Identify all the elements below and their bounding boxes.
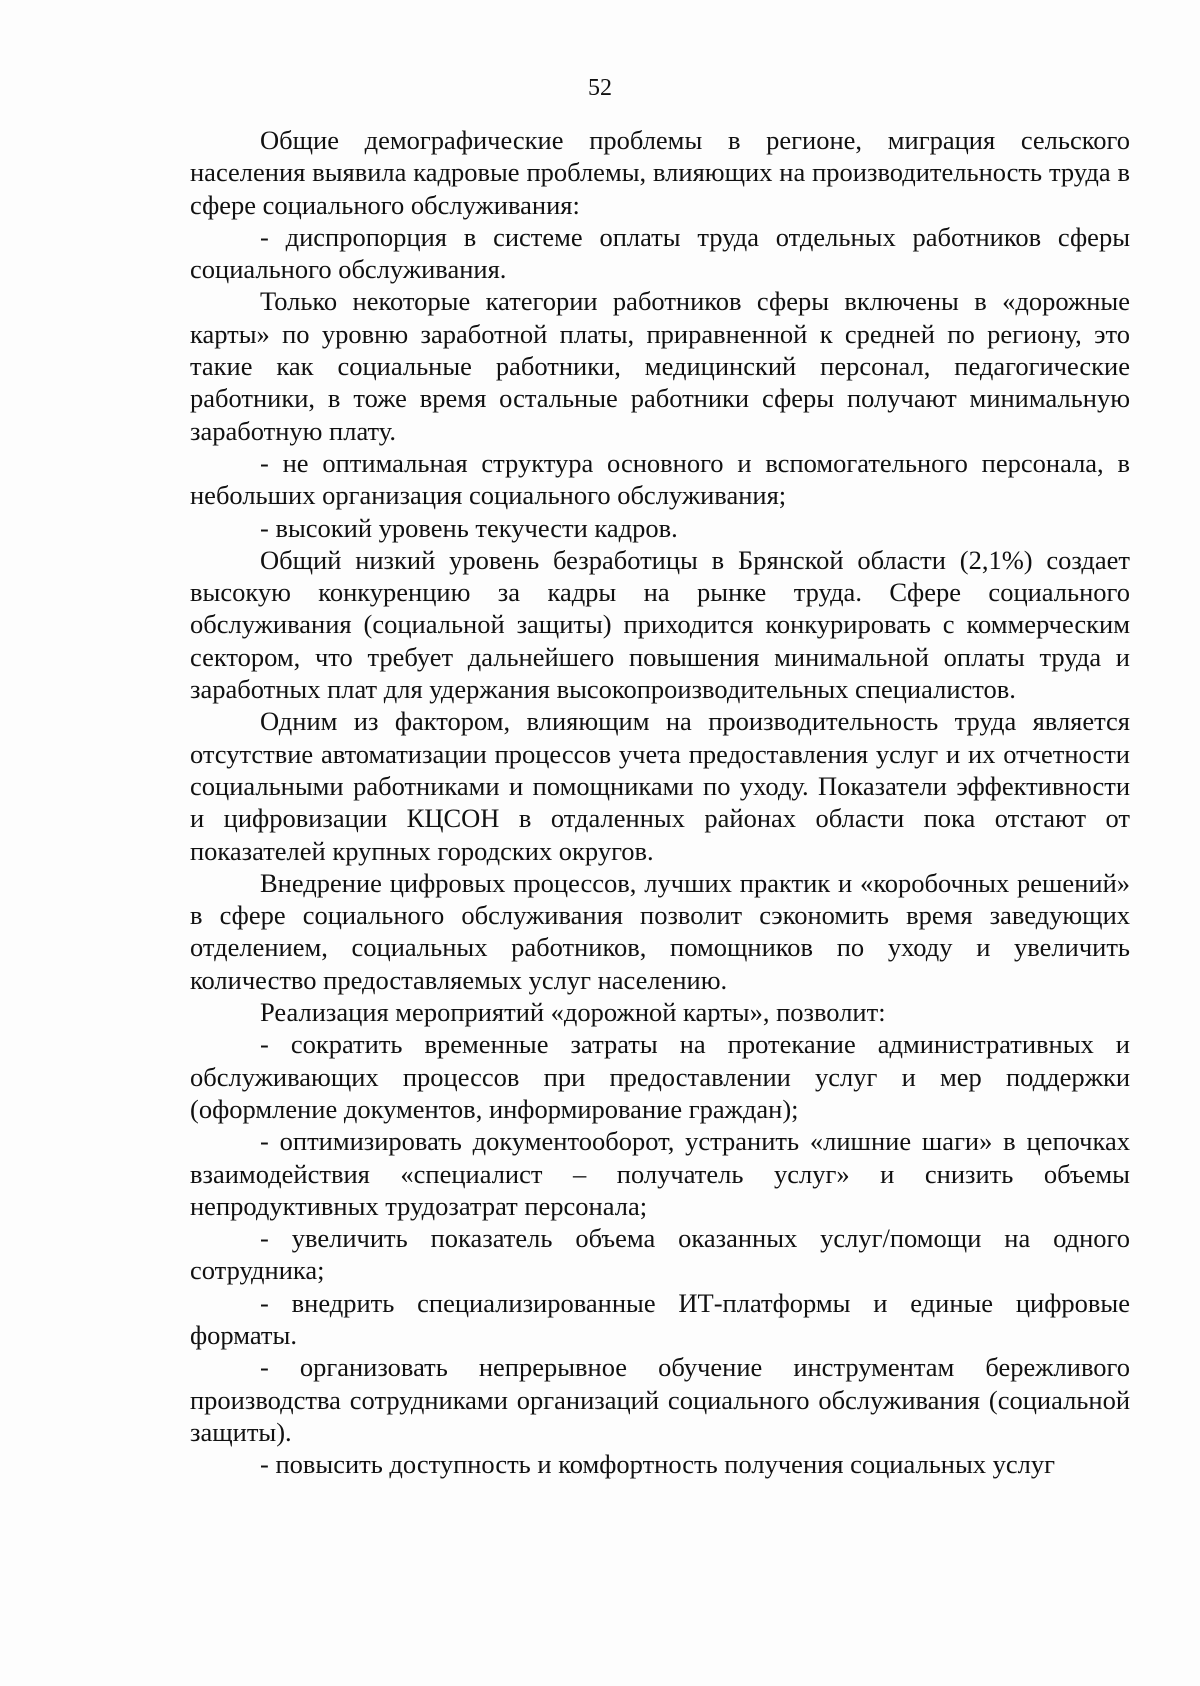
paragraph-roadmap-categories: Только некоторые категории работников сферы включены в «дорожные карты» по уровню заработной платы, приравненной к средней по региону, это такие как социальные работники, медицинский персонал, педагогические работники, в тоже время остальные работники сферы получают минимальную заработную плату. <box>190 286 1130 446</box>
paragraph-automation: Одним из фактором, влияющим на производительность труда является отсутствие автоматизации процессов учета предоставления услуг и их отчетности социальными работниками и помощниками по уходу. Показатели эффективности и цифровизации КЦСОН в отдаленных районах области пока отстают от показателей крупных городских округов. <box>190 706 1130 866</box>
page-number: 52 <box>588 75 612 101</box>
document-body <box>190 124 1130 1480</box>
paragraph-roadmap-results: Реализация мероприятий «дорожной карты», позволит: <box>260 997 886 1028</box>
list-item-it-platforms: - внедрить специализированные ИТ-платформы и единые цифровые форматы. <box>190 1287 1130 1350</box>
list-item-reduce-time: - сократить временные затраты на протекание административных и обслуживающих процессов при предоставлении услуг и мер поддержки (оформление документов, информирование граждан); <box>190 1029 1130 1124</box>
paragraph-turnover: - высокий уровень текучести кадров. <box>260 512 678 543</box>
paragraph-intro-demographics: Общие демографические проблемы в регионе, миграция сельского населения выявила кадровые проблемы, влияющих на производительность труда в сфере социального обслуживания: <box>190 125 1130 220</box>
paragraph-pay-disproportion: - диспропорция в системе оплаты труда отдельных работников сферы социального обслуживания. <box>190 221 1130 285</box>
list-item-optimize-docflow: - оптимизировать документооборот, устранить «лишние шаги» в цепочках взаимодействия «специалист – получатель услуг» и снизить объемы непродуктивных трудозатрат персонала; <box>190 1126 1130 1221</box>
list-item-increase-volume: - увеличить показатель объема оказанных услуг/помощи на одного сотрудника; <box>190 1223 1130 1286</box>
paragraph-staff-structure: - не оптимальная структура основного и вспомогательного персонала, в небольших организация социального обслуживания; <box>190 447 1130 511</box>
paragraph-unemployment: Общий низкий уровень безработицы в Брянской области (2,1%) создает высокую конкуренцию за кадры на рынке труда. Сфере социального обслуживания (социальной защиты) приходится конкурировать с коммерческим сектором, что требует дальнейшего повышения минимальной оплаты труда и заработных плат для удержания высокопроизводительных специалистов. <box>190 544 1130 705</box>
list-item-accessibility: - повысить доступность и комфортность получения социальных услуг <box>260 1449 1056 1480</box>
paragraph-digital-processes: Внедрение цифровых процессов, лучших практик и «коробочных решений» в сфере социального обслуживания позволит сэкономить время заведующих отделением, социальных работников, помощников по уходу и увеличить количество предоставляемых услуг населению. <box>190 867 1130 995</box>
list-item-lean-training: - организовать непрерывное обучение инструментам бережливого производства сотрудниками организаций социального обслуживания (социальной защиты). <box>190 1352 1130 1447</box>
